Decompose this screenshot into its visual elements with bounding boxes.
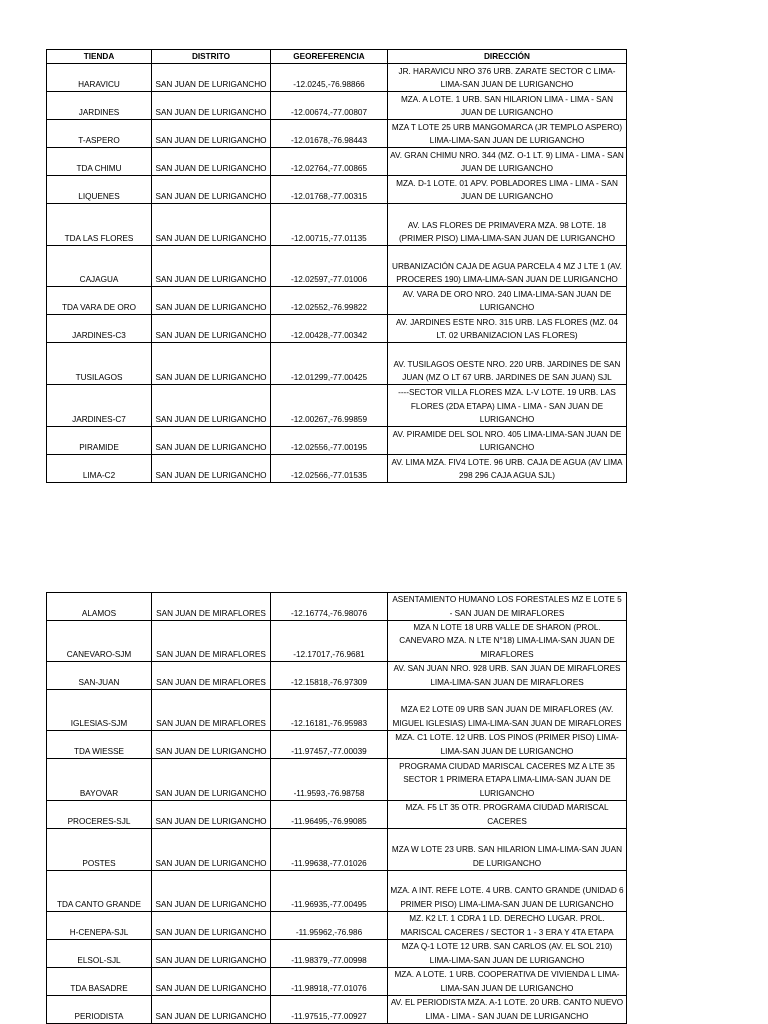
cell-distrito: SAN JUAN DE MIRAFLORES <box>152 690 271 731</box>
table-row <box>47 690 627 731</box>
header-row <box>47 50 627 64</box>
cell-georeferencia: -12.00428,-77.00342 <box>271 315 388 343</box>
stores-table-2 <box>46 592 627 1024</box>
cell-direccion: MZA. A LOTE. 1 URB. SAN HILARION LIMA - LIMA - SAN JUAN DE LURIGANCHO <box>388 92 627 120</box>
table-row <box>47 940 627 968</box>
cell-direccion: AV. JARDINES ESTE NRO. 315 URB. LAS FLORES (MZ. 04 LT. 02 URBANIZACION LAS FLORES) <box>388 315 627 343</box>
table-row <box>47 996 627 1024</box>
cell-tienda: BAYOVAR <box>47 759 152 801</box>
cell-distrito: SAN JUAN DE LURIGANCHO <box>152 64 271 92</box>
cell-tienda: ALAMOS <box>47 593 152 621</box>
cell-direccion: MZA. C1 LOTE. 12 URB. LOS PINOS (PRIMER PISO) LIMA-LIMA-SAN JUAN DE LURIGANCHO <box>388 731 627 759</box>
cell-distrito: SAN JUAN DE LURIGANCHO <box>152 829 271 871</box>
table-row <box>47 287 627 315</box>
table-row <box>47 204 627 246</box>
cell-georeferencia: -12.02597,-77.01006 <box>271 246 388 287</box>
cell-direccion: MZA. D-1 LOTE. 01 APV. POBLADORES LIMA - LIMA - SAN JUAN DE LURIGANCHO <box>388 176 627 204</box>
cell-distrito: SAN JUAN DE LURIGANCHO <box>152 120 271 148</box>
table-row <box>47 176 627 204</box>
cell-distrito: SAN JUAN DE MIRAFLORES <box>152 621 271 662</box>
cell-direccion: AV. SAN JUAN NRO. 928 URB. SAN JUAN DE MIRAFLORES LIMA-LIMA-SAN JUAN DE MIRAFLORES <box>388 662 627 690</box>
cell-distrito: SAN JUAN DE LURIGANCHO <box>152 455 271 483</box>
cell-georeferencia: -12.0245,-76.98866 <box>271 64 388 92</box>
cell-tienda: HARAVICU <box>47 64 152 92</box>
cell-direccion: PROGRAMA CIUDAD MARISCAL CACERES MZ A LTE 35 SECTOR 1 PRIMERA ETAPA LIMA-LIMA-SAN JUAN DE LURIGANCHO <box>388 759 627 801</box>
cell-distrito: SAN JUAN DE LURIGANCHO <box>152 176 271 204</box>
cell-georeferencia: -11.9593,-76.98758 <box>271 759 388 801</box>
cell-georeferencia: -11.99638,-77.01026 <box>271 829 388 871</box>
cell-tienda: PROCERES-SJL <box>47 801 152 829</box>
cell-direccion: MZA. A LOTE. 1 URB. COOPERATIVA DE VIVIENDA L LIMA-LIMA-SAN JUAN DE LURIGANCHO <box>388 968 627 996</box>
table-row <box>47 148 627 176</box>
cell-tienda: CAJAGUA <box>47 246 152 287</box>
cell-georeferencia: -12.01768,-77.00315 <box>271 176 388 204</box>
cell-direccion: MZA W LOTE 23 URB. SAN HILARION LIMA-LIMA-SAN JUAN DE LURIGANCHO <box>388 829 627 871</box>
cell-direccion: MZA Q-1 LOTE 12 URB. SAN CARLOS (AV. EL SOL 210) LIMA-LIMA-SAN JUAN DE LURIGANCHO <box>388 940 627 968</box>
table-row <box>47 120 627 148</box>
cell-tienda: H-CENEPA-SJL <box>47 912 152 940</box>
cell-direccion: MZA. F5 LT 35 OTR. PROGRAMA CIUDAD MARISCAL CACERES <box>388 801 627 829</box>
cell-tienda: TDA VARA DE ORO <box>47 287 152 315</box>
cell-direccion: AV. PIRAMIDE DEL SOL NRO. 405 LIMA-LIMA-SAN JUAN DE LURIGANCHO <box>388 427 627 455</box>
cell-georeferencia: -11.97457,-77.00039 <box>271 731 388 759</box>
cell-tienda: JARDINES <box>47 92 152 120</box>
cell-distrito: SAN JUAN DE MIRAFLORES <box>152 662 271 690</box>
cell-georeferencia: -11.98918,-77.01076 <box>271 968 388 996</box>
table-row <box>47 593 627 621</box>
cell-distrito: SAN JUAN DE LURIGANCHO <box>152 427 271 455</box>
cell-georeferencia: -12.16181,-76.95983 <box>271 690 388 731</box>
cell-tienda: TDA BASADRE <box>47 968 152 996</box>
table-row <box>47 829 627 871</box>
cell-georeferencia: -11.96495,-76.99085 <box>271 801 388 829</box>
cell-tienda: JARDINES-C7 <box>47 385 152 427</box>
cell-distrito: SAN JUAN DE LURIGANCHO <box>152 385 271 427</box>
table-row <box>47 731 627 759</box>
cell-georeferencia: -12.00674,-77.00807 <box>271 92 388 120</box>
stores-table-1 <box>46 49 627 483</box>
cell-georeferencia: -11.96935,-77.00495 <box>271 871 388 912</box>
cell-distrito: SAN JUAN DE LURIGANCHO <box>152 343 271 385</box>
cell-tienda: TDA LAS FLORES <box>47 204 152 246</box>
table-row <box>47 455 627 483</box>
cell-distrito: SAN JUAN DE LURIGANCHO <box>152 968 271 996</box>
cell-georeferencia: -12.01678,-76.98443 <box>271 120 388 148</box>
cell-tienda: PERIODISTA <box>47 996 152 1024</box>
table-row <box>47 662 627 690</box>
table-row <box>47 64 627 92</box>
cell-tienda: TDA WIESSE <box>47 731 152 759</box>
table-row <box>47 801 627 829</box>
cell-georeferencia: -11.98379,-77.00998 <box>271 940 388 968</box>
cell-distrito: SAN JUAN DE LURIGANCHO <box>152 759 271 801</box>
cell-tienda: POSTES <box>47 829 152 871</box>
cell-distrito: SAN JUAN DE LURIGANCHO <box>152 940 271 968</box>
table-row <box>47 871 627 912</box>
cell-tienda: T-ASPERO <box>47 120 152 148</box>
cell-direccion: MZA. A INT. REFE LOTE. 4 URB. CANTO GRANDE (UNIDAD 6 PRIMER PISO) LIMA-LIMA-SAN JUAN DE LURIGANCHO <box>388 871 627 912</box>
cell-distrito: SAN JUAN DE LURIGANCHO <box>152 912 271 940</box>
table-row <box>47 427 627 455</box>
cell-tienda: LIQUENES <box>47 176 152 204</box>
cell-direccion: AV. TUSILAGOS OESTE NRO. 220 URB. JARDINES DE SAN JUAN (MZ O LT 67 URB. JARDINES DE SAN JUAN) SJL <box>388 343 627 385</box>
header-direccion: DIRECCIÓN <box>388 50 627 64</box>
cell-tienda: JARDINES-C3 <box>47 315 152 343</box>
cell-georeferencia: -12.00267,-76.99859 <box>271 385 388 427</box>
cell-georeferencia: -12.02552,-76.99822 <box>271 287 388 315</box>
cell-distrito: SAN JUAN DE LURIGANCHO <box>152 315 271 343</box>
cell-distrito: SAN JUAN DE LURIGANCHO <box>152 287 271 315</box>
cell-georeferencia: -12.15818,-76.97309 <box>271 662 388 690</box>
header-distrito: DISTRITO <box>152 50 271 64</box>
header-tienda: TIENDA <box>47 50 152 64</box>
cell-direccion: URBANIZACIÓN CAJA DE AGUA PARCELA 4 MZ J LTE 1 (AV. PROCERES 190) LIMA-LIMA-SAN JUAN DE LURIGANCHO <box>388 246 627 287</box>
cell-distrito: SAN JUAN DE LURIGANCHO <box>152 871 271 912</box>
cell-tienda: TUSILAGOS <box>47 343 152 385</box>
table-row <box>47 343 627 385</box>
table-row <box>47 621 627 662</box>
cell-georeferencia: -12.01299,-77.00425 <box>271 343 388 385</box>
cell-georeferencia: -11.95962,-76.986 <box>271 912 388 940</box>
cell-distrito: SAN JUAN DE LURIGANCHO <box>152 204 271 246</box>
cell-tienda: ELSOL-SJL <box>47 940 152 968</box>
cell-georeferencia: -12.02556,-77.00195 <box>271 427 388 455</box>
header-georeferencia: GEOREFERENCIA <box>271 50 388 64</box>
cell-georeferencia: -12.02566,-77.01535 <box>271 455 388 483</box>
cell-distrito: SAN JUAN DE LURIGANCHO <box>152 801 271 829</box>
cell-tienda: TDA CHIMU <box>47 148 152 176</box>
cell-distrito: SAN JUAN DE LURIGANCHO <box>152 148 271 176</box>
cell-distrito: SAN JUAN DE LURIGANCHO <box>152 996 271 1024</box>
cell-tienda: IGLESIAS-SJM <box>47 690 152 731</box>
cell-direccion: JR. HARAVICU NRO 376 URB. ZARATE SECTOR C LIMA-LIMA-SAN JUAN DE LURIGANCHO <box>388 64 627 92</box>
cell-direccion: AV. LAS FLORES DE PRIMAVERA MZA. 98 LOTE. 18 (PRIMER PISO) LIMA-LIMA-SAN JUAN DE LURIGANCHO <box>388 204 627 246</box>
cell-georeferencia: -12.16774,-76.98076 <box>271 593 388 621</box>
cell-tienda: CANEVARO-SJM <box>47 621 152 662</box>
cell-georeferencia: -12.00715,-77.01135 <box>271 204 388 246</box>
table-row <box>47 246 627 287</box>
cell-direccion: MZA N LOTE 18 URB VALLE DE SHARON (PROL. CANEVARO MZA. N LTE N°18) LIMA-LIMA-SAN JUAN DE MIRAFLORES <box>388 621 627 662</box>
cell-georeferencia: -12.02764,-77.00865 <box>271 148 388 176</box>
cell-georeferencia: -11.97515,-77.00927 <box>271 996 388 1024</box>
table-row <box>47 968 627 996</box>
cell-tienda: SAN-JUAN <box>47 662 152 690</box>
cell-direccion: AV. LIMA MZA. FIV4 LOTE. 96 URB. CAJA DE AGUA (AV LIMA 298 296 CAJA AGUA SJL) <box>388 455 627 483</box>
table-row <box>47 92 627 120</box>
cell-distrito: SAN JUAN DE LURIGANCHO <box>152 246 271 287</box>
cell-direccion: AV. GRAN CHIMU NRO. 344 (MZ. O-1 LT. 9) LIMA - LIMA - SAN JUAN DE LURIGANCHO <box>388 148 627 176</box>
cell-direccion: MZ. K2 LT. 1 CDRA 1 LD. DERECHO LUGAR. PROL. MARISCAL CACERES / SECTOR 1 - 3 ERA Y 4TA ETAPA <box>388 912 627 940</box>
cell-direccion: MZA E2 LOTE 09 URB SAN JUAN DE MIRAFLORES (AV. MIGUEL IGLESIAS) LIMA-LIMA-SAN JUAN DE MIRAFLORES <box>388 690 627 731</box>
cell-distrito: SAN JUAN DE LURIGANCHO <box>152 92 271 120</box>
table-row <box>47 912 627 940</box>
table-row <box>47 385 627 427</box>
cell-distrito: SAN JUAN DE MIRAFLORES <box>152 593 271 621</box>
cell-tienda: PIRAMIDE <box>47 427 152 455</box>
table-row <box>47 315 627 343</box>
cell-tienda: LIMA-C2 <box>47 455 152 483</box>
cell-direccion: ----SECTOR VILLA FLORES MZA. L-V LOTE. 19 URB. LAS FLORES (2DA ETAPA) LIMA - LIMA - SAN JUAN DE LURIGANCHO <box>388 385 627 427</box>
cell-distrito: SAN JUAN DE LURIGANCHO <box>152 731 271 759</box>
table-row <box>47 759 627 801</box>
cell-direccion: AV. VARA DE ORO NRO. 240 LIMA-LIMA-SAN JUAN DE LURIGANCHO <box>388 287 627 315</box>
cell-direccion: MZA T LOTE 25 URB MANGOMARCA (JR TEMPLO ASPERO) LIMA-LIMA-SAN JUAN DE LURIGANCHO <box>388 120 627 148</box>
cell-direccion: ASENTAMIENTO HUMANO LOS FORESTALES MZ E LOTE 5 - SAN JUAN DE MIRAFLORES <box>388 593 627 621</box>
cell-georeferencia: -12.17017,-76.9681 <box>271 621 388 662</box>
cell-tienda: TDA CANTO GRANDE <box>47 871 152 912</box>
cell-direccion: AV. EL PERIODISTA MZA. A-1 LOTE. 20 URB. CANTO NUEVO LIMA - LIMA - SAN JUAN DE LURIGANCHO <box>388 996 627 1024</box>
